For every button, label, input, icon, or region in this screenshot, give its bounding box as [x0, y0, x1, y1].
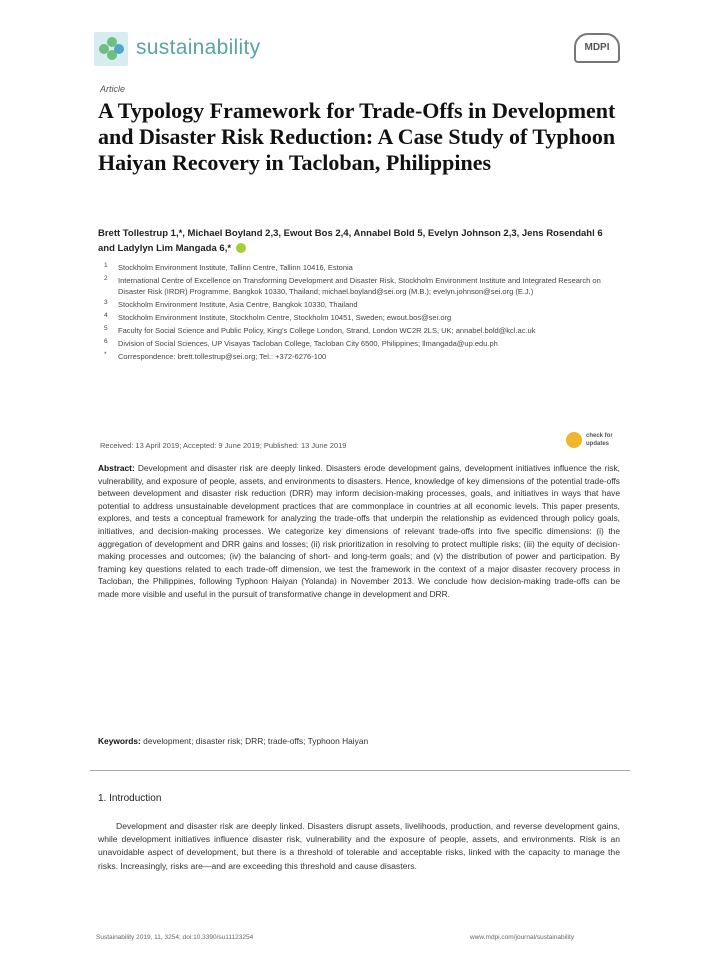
- journal-logo-icon: [94, 32, 128, 66]
- affiliation-number: 2: [104, 275, 108, 282]
- affiliation-text: Stockholm Environment Institute, Stockholm Centre, Stockholm 10451, Sweden; ewout.bos@sei.org: [118, 313, 452, 322]
- affiliation-item: [104, 325, 624, 336]
- abstract-text: Development and disaster risk are deeply linked. Disasters erode development gains, development initiatives influence the risk, vulnerability, and exposure of people, assets, and environments to disasters. Hence, knowledge of key dimensions of the potential trade-offs between development and disaster risk reduction (DRR) may inform decision-making processes, goals, and initiatives in ways that have potential to address unsustainable development practices that are commonplace in countries at all economic levels. This paper presents, explores, and tests a conceptual framework for analyzing the trade-offs that underpin the relationship as evidenced through policy goals, initiatives, and decision-making processes. We categorize key dimensions of relevant trade-offs into five specific dimensions: (i) the aggregation of development and DRR gains and losses; (ii) risk prioritization in resolving to protect multiple risks; (iii) the equity of decision-making processes and outcomes; (iv) the balancing of short- and long-term goals; and (v) the distribution of power and participation. By framing key questions related to each trade-off dimension, we test the framework in the context of a major disaster recovery process in Tacloban, the Philippines, following Typhoon Haiyan (Yolanda) in November 2013. We conclude how decision-making trade-offs can be made more visible and useful in the pursuit of transformative change in development and DRR.: [98, 463, 620, 599]
- footer-journal-link[interactable]: www.mdpi.com/journal/sustainability: [470, 934, 575, 941]
- affiliation-item: [104, 275, 624, 297]
- updates-icon: [566, 432, 582, 448]
- article-type: Article: [100, 84, 126, 94]
- affiliation-list: [104, 262, 624, 364]
- affiliation-text: Stockholm Environment Institute, Tallinn Centre, Tallinn 10416, Estonia: [118, 263, 353, 272]
- keywords-text: development; disaster risk; DRR; trade-offs; Typhoon Haiyan: [143, 736, 369, 746]
- author-list: [98, 226, 622, 256]
- orcid-icon[interactable]: [236, 243, 246, 253]
- affiliation-number: 5: [104, 325, 108, 332]
- publication-dates: Received: 13 April 2019; Accepted: 9 June 2019; Published: 13 June 2019: [100, 441, 347, 450]
- section-heading: 1. Introduction: [98, 793, 162, 804]
- check-updates-badge[interactable]: [566, 430, 618, 452]
- affiliation-item: [104, 338, 624, 349]
- affiliation-number: 6: [104, 338, 108, 345]
- affiliation-item: [104, 262, 624, 273]
- affiliation-number: 3: [104, 299, 108, 306]
- footer-citation: Sustainability 2019, 11, 3254; doi:10.3390/su11123254: [96, 934, 254, 941]
- publisher-logo: MDPI: [574, 33, 620, 63]
- affiliation-number: 1: [104, 262, 108, 269]
- intro-paragraph: Development and disaster risk are deeply linked. Disasters disrupt assets, livelihoods, production, and reverse development gains, while development initiatives influence disaster risk, vulnerability and the exposure of people, assets, and environments. Risk is an unavoidable aspect of development, but there is a threshold of tolerable and acceptable risks, linked with the capacity to manage the risks. Increasingly, risks are—and are exceeding this threshold and cause disasters.: [98, 821, 620, 871]
- keywords-label: Keywords:: [98, 736, 141, 746]
- affiliation-text: Faculty for Social Science and Public Policy, King's College London, Strand, London WC2R 2LS, UK; annabel.bold@kcl.ac.uk: [118, 326, 536, 335]
- affiliation-item: [104, 312, 624, 323]
- affiliation-text: Correspondence: brett.tollestrup@sei.org; Tel.: +372-6276-100: [118, 352, 327, 361]
- updates-label: check for updates: [586, 433, 613, 447]
- affiliation-text: International Centre of Excellence on Transforming Development and Disaster Risk, Stockholm Environment Institute and Integrated Research on Disaster Risk (IRDR) Programme, Bangkok 10330, Thailand; michael.boyland@sei.org (M.B.); evelyn.johnson@sei.org (E.J.): [118, 276, 601, 296]
- affiliation-text: Stockholm Environment Institute, Asia Centre, Bangkok 10330, Thailand: [118, 300, 358, 309]
- affiliation-number: 4: [104, 312, 108, 319]
- keywords: [98, 736, 620, 746]
- journal-name: sustainability: [136, 36, 261, 59]
- authors-text: Brett Tollestrup 1,*, Michael Boyland 2,3, Ewout Bos 2,4, Annabel Bold 5, Evelyn Johnson 2,3, Jens Rosendahl 6 and Ladylyn Lim Mangada 6,*: [98, 228, 603, 254]
- affiliation-item: [104, 299, 624, 310]
- affiliation-number: *: [104, 351, 107, 358]
- affiliation-item: [104, 351, 624, 362]
- paper-title: A Typology Framework for Trade-Offs in Development and Disaster Risk Reduction: A Case Study of Typhoon Haiyan Recovery in Tacloban, Philippines: [98, 98, 616, 175]
- abstract-label: Abstract:: [98, 463, 135, 473]
- section-divider: [90, 770, 630, 771]
- affiliation-text: Division of Social Sciences, UP Visayas Tacloban College, Tacloban City 6500, Philippines; llmangada@up.edu.ph: [118, 339, 498, 348]
- abstract: [98, 462, 620, 601]
